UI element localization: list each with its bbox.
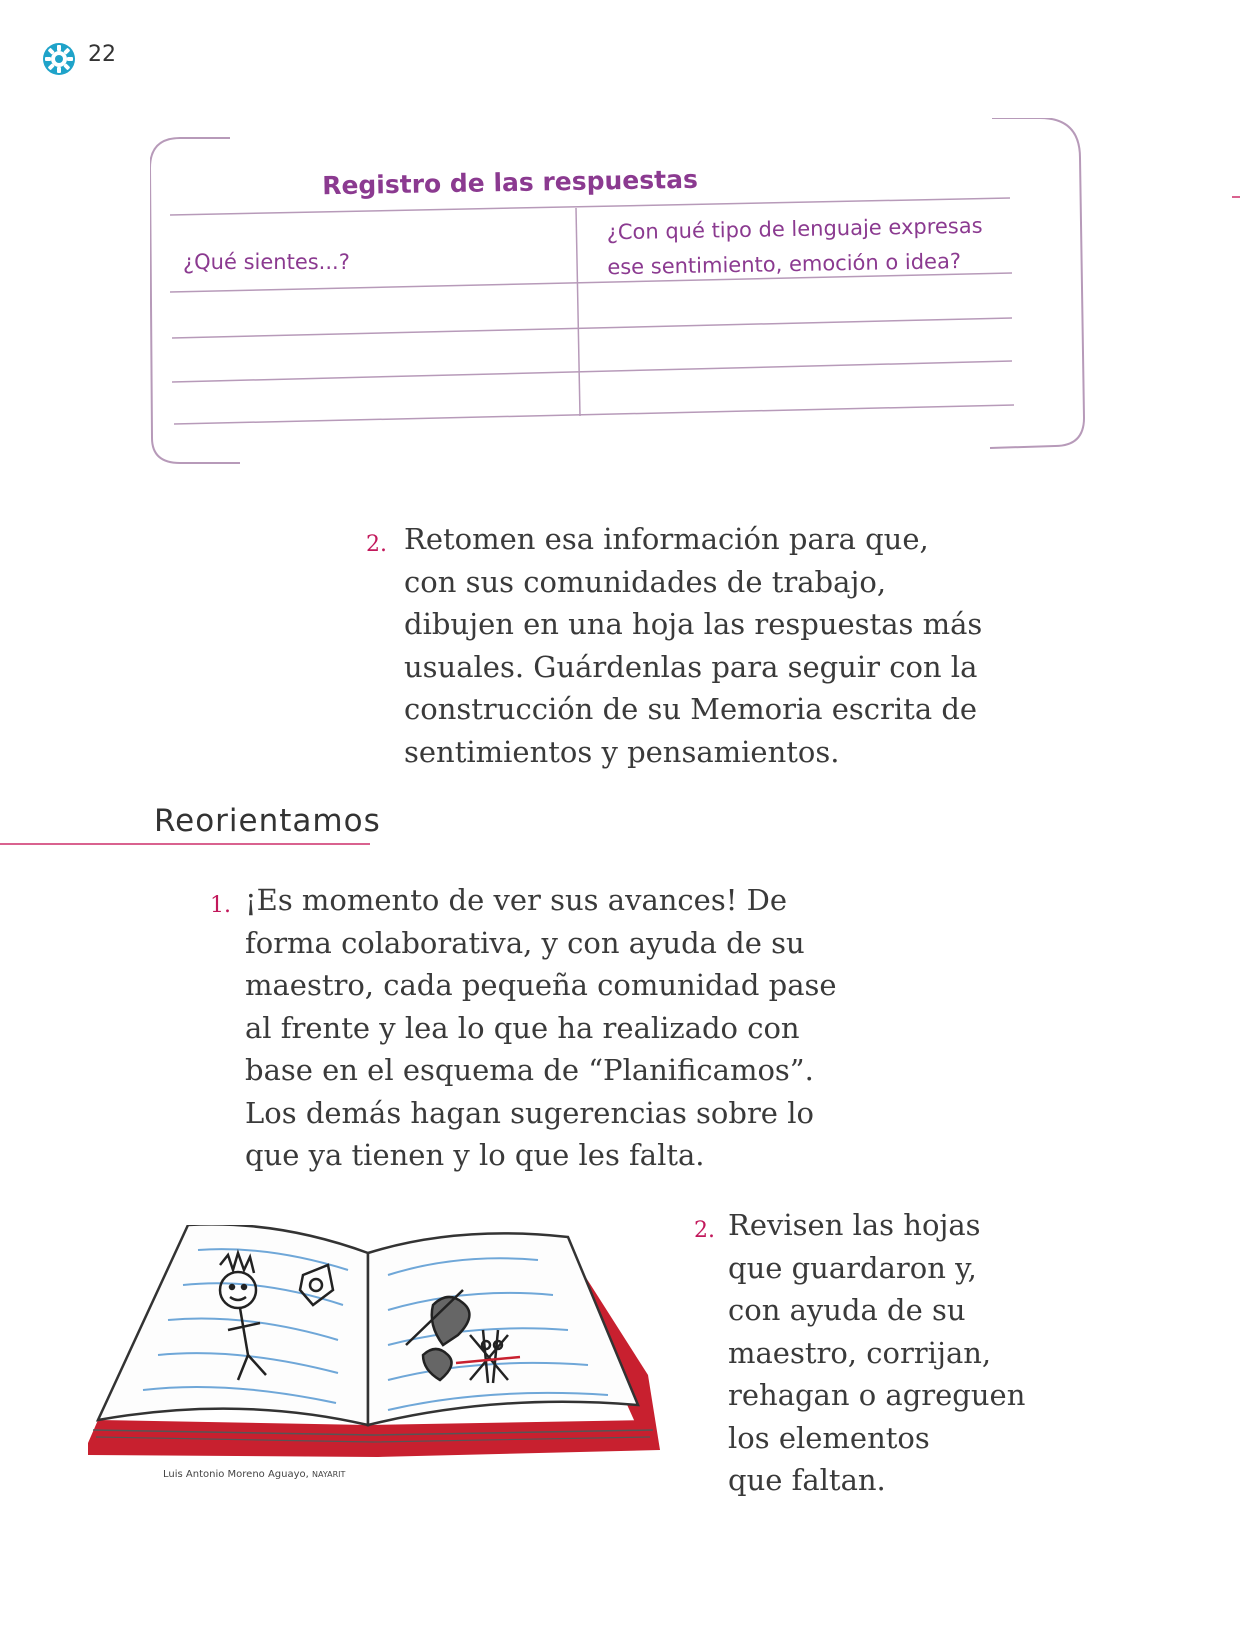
text-line: con sus comunidades de trabajo, [404,564,887,599]
text-line: Revisen las hojas [728,1208,981,1242]
table-title: Registro de las respuestas [321,164,699,201]
text-line: sentimientos y pensamientos. [404,734,840,769]
activity-1-text [245,879,837,1177]
column-header-language [606,209,983,286]
activity-number: 2. [694,1218,715,1243]
margin-mark [1232,196,1240,198]
section-underline [0,843,370,845]
text-line: Retomen esa información para que, [404,522,929,556]
activity-2-text [404,518,982,773]
open-book-illustration [88,1225,660,1470]
illustration-credit [163,1469,345,1480]
activity-number: 1. [210,893,231,918]
text-line: dibujen en una hoja las respuestas más [404,607,983,641]
text-line: Los demás hagan sugerencias sobre lo [245,1095,814,1130]
text-line: forma colaborativa, y con ayuda de su [245,925,805,960]
text-line: maestro, cada pequeña comunidad pase [245,968,837,1002]
text-line: los elementos [728,1420,930,1455]
text-line: que guardaron y, [728,1250,977,1285]
text-line: base en el esquema de “Planificamos”. [245,1053,814,1087]
text-line: con ayuda de su [728,1293,966,1327]
text-line: ¡Es momento de ver sus avances! De [245,883,787,917]
text-line: maestro, corrijan, [728,1335,992,1370]
text-line: construcción de su Memoria escrita de [404,692,978,726]
column-header-line: ese sentimiento, emoción o idea? [607,249,962,280]
text-line: usuales. Guárdenlas para seguir con la [404,649,978,684]
column-header-feelings: ¿Qué sientes...? [183,250,350,274]
activity-2b-text [728,1204,1025,1502]
credit-name: Luis Antonio Moreno Aguayo, [163,1469,309,1480]
page-number: 22 [88,42,116,67]
section-heading: Reorientamos [154,803,381,839]
text-line: al frente y lea lo que ha realizado con [245,1010,800,1045]
gear-icon [42,42,76,76]
activity-number: 2. [366,532,387,557]
column-header-line: ¿Con qué tipo de lenguaje expresas [606,213,983,245]
text-line: rehagan o agreguen [728,1378,1026,1412]
credit-place: NAYARIT [312,1470,346,1479]
text-line: que ya tienen y lo que les falta. [245,1138,705,1172]
text-line: que faltan. [728,1463,886,1497]
